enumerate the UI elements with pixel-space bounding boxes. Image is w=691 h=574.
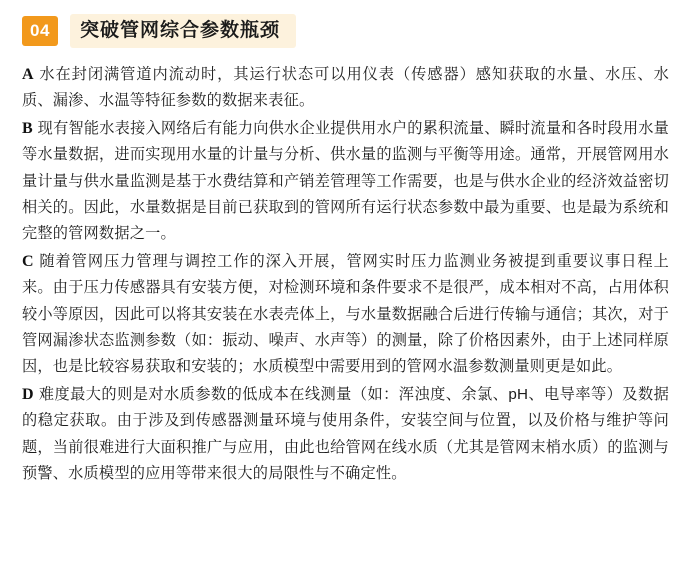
section-header — [22, 14, 669, 48]
paragraph-d — [22, 382, 669, 488]
paragraph-text-b: 现有智能水表接入网络后有能力向供水企业提供用水户的累积流量、瞬时流量和各时段用水量等水量数据，进而实现用水量的计量与分析、供水量的监测与平衡等用途。通常，开展管网用水量计量与供水量监测是基于水费结算和产销差管理等工作需要，也是与供水企业的经济效益密切相关的。因此，水量数据是目前已获取到的管网所有运行状态参数中最为重要、也是最为系统和完整的管网数据之一。 — [22, 119, 669, 243]
paragraph-c — [22, 249, 669, 381]
paragraph-marker-d: D — [22, 385, 34, 403]
section-body — [22, 62, 669, 488]
section-number-badge: 04 — [22, 16, 58, 46]
paragraph-a — [22, 62, 669, 115]
paragraph-marker-c: C — [22, 252, 34, 270]
paragraph-text-a: 水在封闭满管道内流动时，其运行状态可以用仪表（传感器）感知获取的水量、水压、水质、漏渗、水温等特征参数的数据来表征。 — [22, 66, 669, 110]
section-title: 突破管网综合参数瓶颈 — [70, 14, 296, 48]
paragraph-text-d: 难度最大的则是对水质参数的低成本在线测量（如：浑浊度、余氯、pH、电导率等）及数据的稳定获取。由于涉及到传感器测量环境与使用条件，安装空间与位置，以及价格与维护等问题，当前很难进行大面积推广与应用，由此也给管网在线水质（尤其是管网末梢水质）的监测与预警、水质模型的应用等带来很大的局限性与不确定性。 — [22, 385, 669, 483]
paragraph-b — [22, 116, 669, 248]
paragraph-marker-a: A — [22, 66, 34, 83]
paragraph-marker-b: B — [22, 119, 33, 137]
paragraph-text-c: 随着管网压力管理与调控工作的深入开展，管网实时压力监测业务被提到重要议事日程上来。由于压力传感器具有安装方便，对检测环境和条件要求不是很严，成本相对不高，占用体积较小等原因，因此可以将其安装在水表壳体上，与水量数据融合后进行传输与通信；其次，对于管网漏渗状态监测参数（如：振动、噪声、水声等）的测量，除了价格因素外，由于上述同样原因，也是比较容易获取和安装的；水质模型中需要用到的管网水温参数测量则更是如此。 — [22, 252, 669, 376]
